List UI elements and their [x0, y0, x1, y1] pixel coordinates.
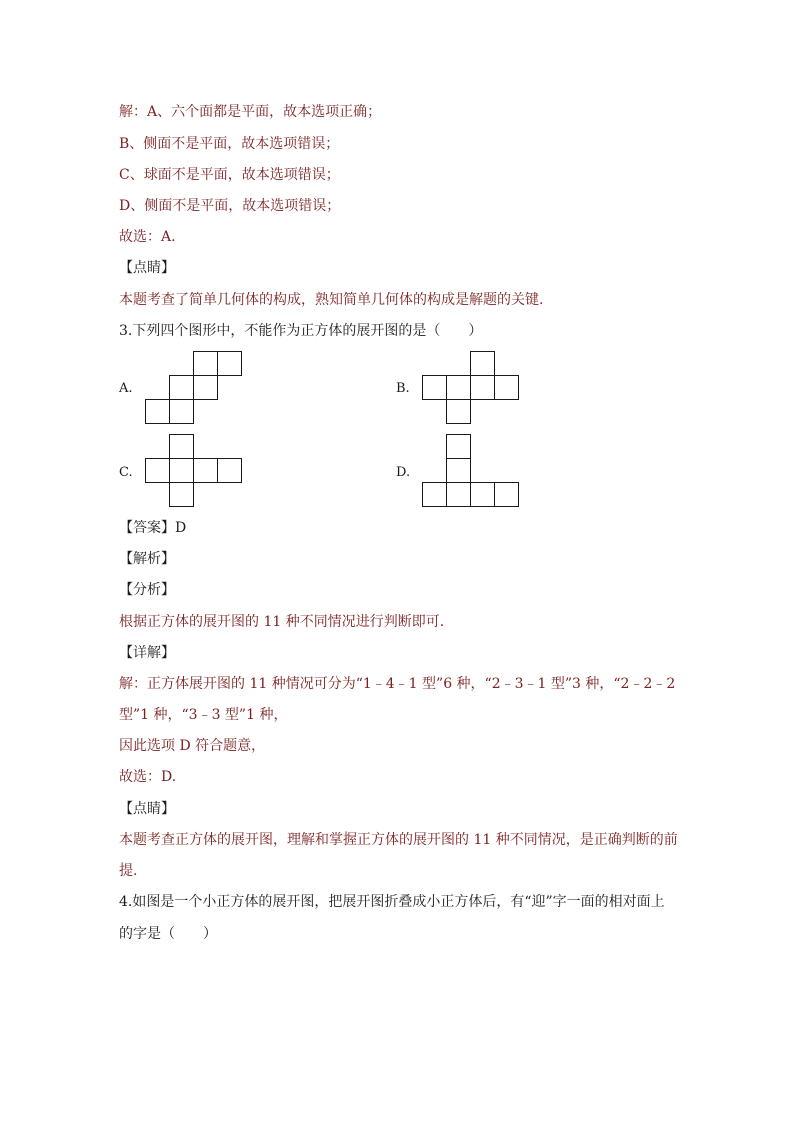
question-4-stem-2: 的字是（ ）: [119, 926, 217, 942]
solution-line-d: D、侧面不是平面，故本选项错误；: [119, 198, 341, 214]
detail-line-3: 因此选项 D 符合题意，: [119, 738, 266, 754]
fenxi-heading: 【分析】: [119, 582, 175, 598]
detail-line-1: 解：正方体展开图的 11 种情况可分为“1﹣4﹣1 型”6 种，“2﹣3﹣1 型”3 种，“2﹣2﹣2: [119, 676, 676, 692]
comment-heading: 【点睛】: [119, 260, 175, 276]
comment-text: 本题考查了简单几何体的构成，熟知简单几何体的构成是解题的关键.: [119, 292, 544, 308]
net-a-figure: [145, 351, 241, 424]
answer: 【答案】D: [119, 520, 187, 536]
comment-3-line-1: 本题考查正方体的展开图，理解和掌握正方体的展开图的 11 种不同情况，是正确判断的前: [119, 832, 678, 848]
fenxi-text: 根据正方体的展开图的 11 种不同情况进行判断即可.: [119, 614, 445, 630]
option-b-label: B.: [396, 381, 410, 396]
option-a-label: A.: [119, 381, 133, 396]
analysis-heading: 【解析】: [119, 551, 175, 567]
comment-3-line-2: 提.: [119, 863, 138, 879]
solution-line-a: 解：A、六个面都是平面，故本选项正确；: [119, 104, 382, 120]
solution-line-b: B、侧面不是平面，故本选项错误；: [119, 136, 340, 152]
question-3-stem: 3.下列四个图形中，不能作为正方体的展开图的是（ ）: [119, 323, 483, 339]
detail-conclusion: 故选：D.: [119, 769, 177, 785]
option-c-label: C.: [119, 465, 133, 480]
option-d-label: D.: [396, 465, 411, 480]
question-4-stem-1: 4.如图是一个小正方体的展开图，把展开图折叠成小正方体后，有“迎”字一面的相对面上: [119, 894, 665, 910]
comment-3-heading: 【点睛】: [119, 801, 175, 817]
detail-heading: 【详解】: [119, 645, 175, 661]
solution-line-c: C、球面不是平面，故本选项错误；: [119, 167, 340, 183]
solution-conclusion: 故选：A.: [119, 229, 176, 245]
net-d-figure: [422, 434, 518, 507]
net-b-figure: [422, 351, 518, 424]
detail-line-2: 型”1 种，“3﹣3 型”1 种，: [119, 707, 288, 723]
net-c-figure: [145, 434, 241, 507]
